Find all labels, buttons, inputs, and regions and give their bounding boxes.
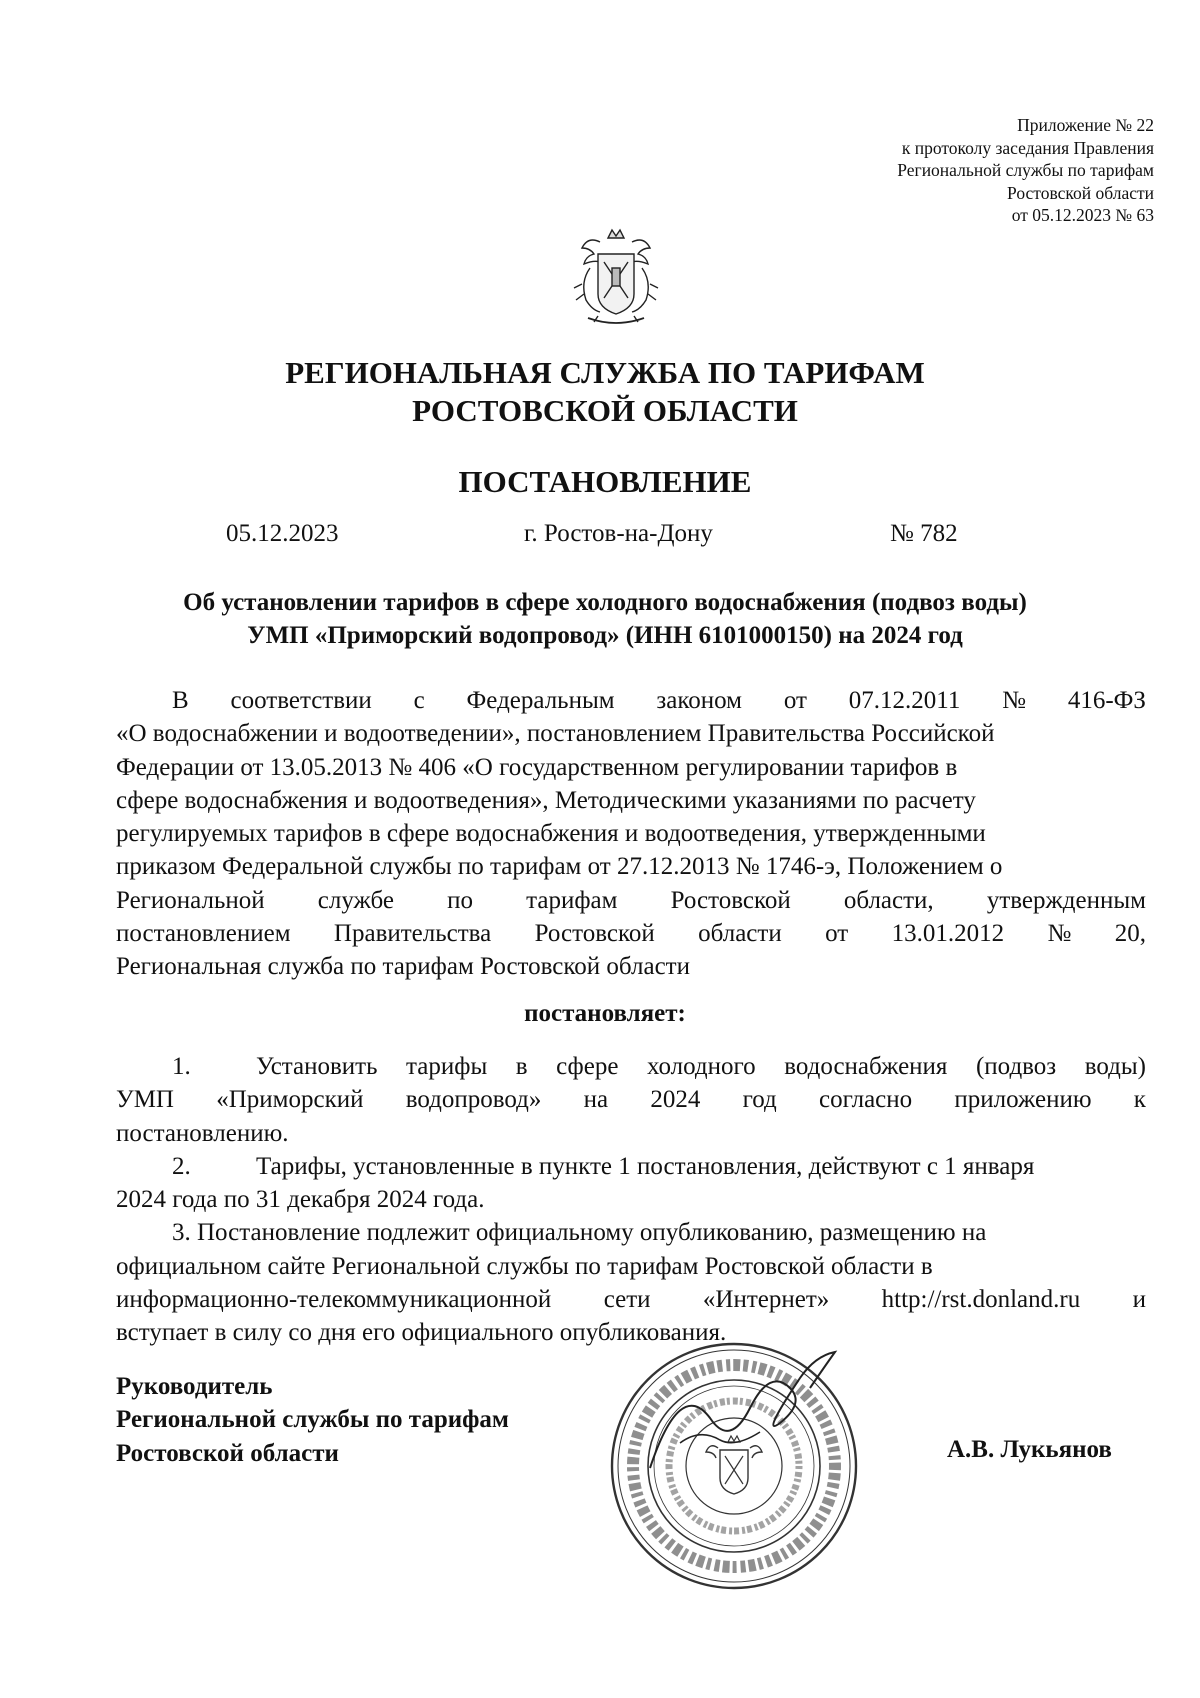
decree-word: постановляет: <box>524 1000 686 1027</box>
item-line: официальном сайте Региональной службы по тарифам Ростовской области в <box>116 1252 933 1280</box>
word: службе <box>317 886 394 914</box>
item-line: 3. Постановление подлежит официальному опубликованию, размещению на <box>172 1219 987 1247</box>
word: области, <box>843 886 934 914</box>
signature-block <box>116 1370 509 1470</box>
word: «Интернет» <box>702 1286 830 1314</box>
word: холодного <box>646 1053 756 1080</box>
signer-title-line: Руководитель <box>116 1373 273 1400</box>
coat-of-arms-icon <box>568 228 664 330</box>
word: Федеральным <box>466 687 615 714</box>
word: приложению <box>954 1086 1092 1114</box>
signer-title-line: Ростовской области <box>116 1439 339 1467</box>
item-2-first-line <box>116 1150 1146 1183</box>
word: на <box>583 1086 609 1114</box>
appendix-line: от 05.12.2023 № 63 <box>1011 205 1154 226</box>
subject-line: УМП «Приморский водопровод» (ИНН 6101000150) на 2024 год <box>247 622 963 649</box>
word: постановлением <box>116 920 291 948</box>
word: с <box>413 687 425 714</box>
word: от <box>783 687 807 714</box>
word: № <box>1047 920 1072 948</box>
word: по <box>447 886 473 914</box>
word: год <box>742 1086 777 1114</box>
word: от <box>825 920 849 948</box>
word: Региональной <box>116 886 265 914</box>
item-number: 1. <box>172 1053 191 1080</box>
word: «Приморский <box>216 1086 364 1114</box>
preamble-line <box>116 884 1146 917</box>
document-subject <box>0 586 1200 652</box>
word: утвержденным <box>986 886 1146 914</box>
word: водоснабжения <box>784 1053 948 1080</box>
word: Ростовской <box>534 920 655 948</box>
preamble-line: Федерации от 13.05.2013 № 406 «О государственном регулировании тарифов в <box>116 753 958 781</box>
word: водопровод» <box>405 1086 542 1114</box>
item-line <box>116 1083 1146 1116</box>
word: В <box>172 687 189 714</box>
item-line: вступает в силу со дня его официального опубликования. <box>116 1319 727 1347</box>
item-line <box>116 1283 1146 1316</box>
word: информационно-телекоммуникационной <box>116 1286 552 1314</box>
item-line: 2024 года по 31 декабря 2024 года. <box>116 1186 485 1214</box>
word: и <box>1132 1286 1146 1314</box>
preamble-paragraph <box>116 684 1146 984</box>
preamble-line: Региональная служба по тарифам Ростовской области <box>116 953 690 981</box>
word: 416-ФЗ <box>1067 687 1146 714</box>
item-number: 2. <box>172 1152 191 1180</box>
signer-name: А.В. Лукьянов <box>947 1436 1112 1463</box>
word: согласно <box>819 1086 913 1114</box>
document-city: г. Ростов-на-Дону <box>524 520 713 547</box>
word: Установить <box>256 1053 378 1080</box>
word: к <box>1133 1086 1146 1114</box>
org-line: РЕГИОНАЛЬНАЯ СЛУЖБА ПО ТАРИФАМ <box>285 355 925 390</box>
preamble-line: приказом Федеральной службы по тарифам от 27.12.2013 № 1746-э, Положением о <box>116 853 1003 881</box>
word: http://rst.donland.ru <box>881 1286 1081 1314</box>
appendix-line: Региональной службы по тарифам <box>897 160 1154 181</box>
word: соответствии <box>230 687 372 714</box>
preamble-line <box>116 684 1146 717</box>
word: сети <box>603 1286 651 1314</box>
item-1-first-line <box>116 1050 1146 1083</box>
word: 20, <box>1114 920 1146 948</box>
word: № <box>1002 687 1027 714</box>
document-type: ПОСТАНОВЛЕНИЕ <box>458 464 752 499</box>
word: области <box>698 920 782 948</box>
word: в <box>515 1053 528 1080</box>
decree-items <box>116 1050 1146 1350</box>
appendix-note <box>897 114 1154 227</box>
word: Правительства <box>333 920 492 948</box>
word: тарифам <box>526 886 618 914</box>
appendix-line: Приложение № 22 <box>1017 115 1154 135</box>
preamble-line: регулируемых тарифов в сфере водоснабжения и водоотведения, утвержденными <box>116 820 986 848</box>
appendix-line: Ростовской области <box>1007 182 1154 203</box>
item-line: Тарифы, установленные в пункте 1 постановления, действуют с 1 января <box>256 1152 1035 1180</box>
subject-line: Об установлении тарифов в сфере холодного водоснабжения (подвоз воды) <box>183 589 1027 616</box>
organization-name <box>0 354 1200 430</box>
word: Ростовской <box>670 886 791 914</box>
handwritten-signature-icon <box>640 1348 840 1488</box>
word: УМП <box>116 1086 174 1114</box>
word: 07.12.2011 <box>848 687 961 714</box>
preamble-line: «О водоснабжении и водоотведении», постановлением Правительства Российской <box>116 720 995 748</box>
appendix-line: к протоколу заседания Правления <box>901 137 1154 158</box>
word: сфере <box>556 1053 619 1080</box>
word: законом <box>656 687 742 714</box>
item-line: постановлению. <box>116 1119 289 1147</box>
word: тарифы <box>406 1053 488 1080</box>
word: (подвоз <box>975 1053 1057 1080</box>
document-date: 05.12.2023 <box>226 520 339 547</box>
document-number: № 782 <box>890 520 958 547</box>
word: 2024 <box>650 1086 701 1114</box>
preamble-line <box>116 917 1146 950</box>
word: воды) <box>1084 1053 1146 1080</box>
preamble-line: сфере водоснабжения и водоотведения», Методическими указаниями по расчету <box>116 786 976 814</box>
item-line <box>256 1050 1146 1083</box>
signer-title-line: Региональной службы по тарифам <box>116 1406 509 1434</box>
org-line: РОСТОВСКОЙ ОБЛАСТИ <box>412 393 798 428</box>
word: 13.01.2012 <box>891 920 1005 948</box>
